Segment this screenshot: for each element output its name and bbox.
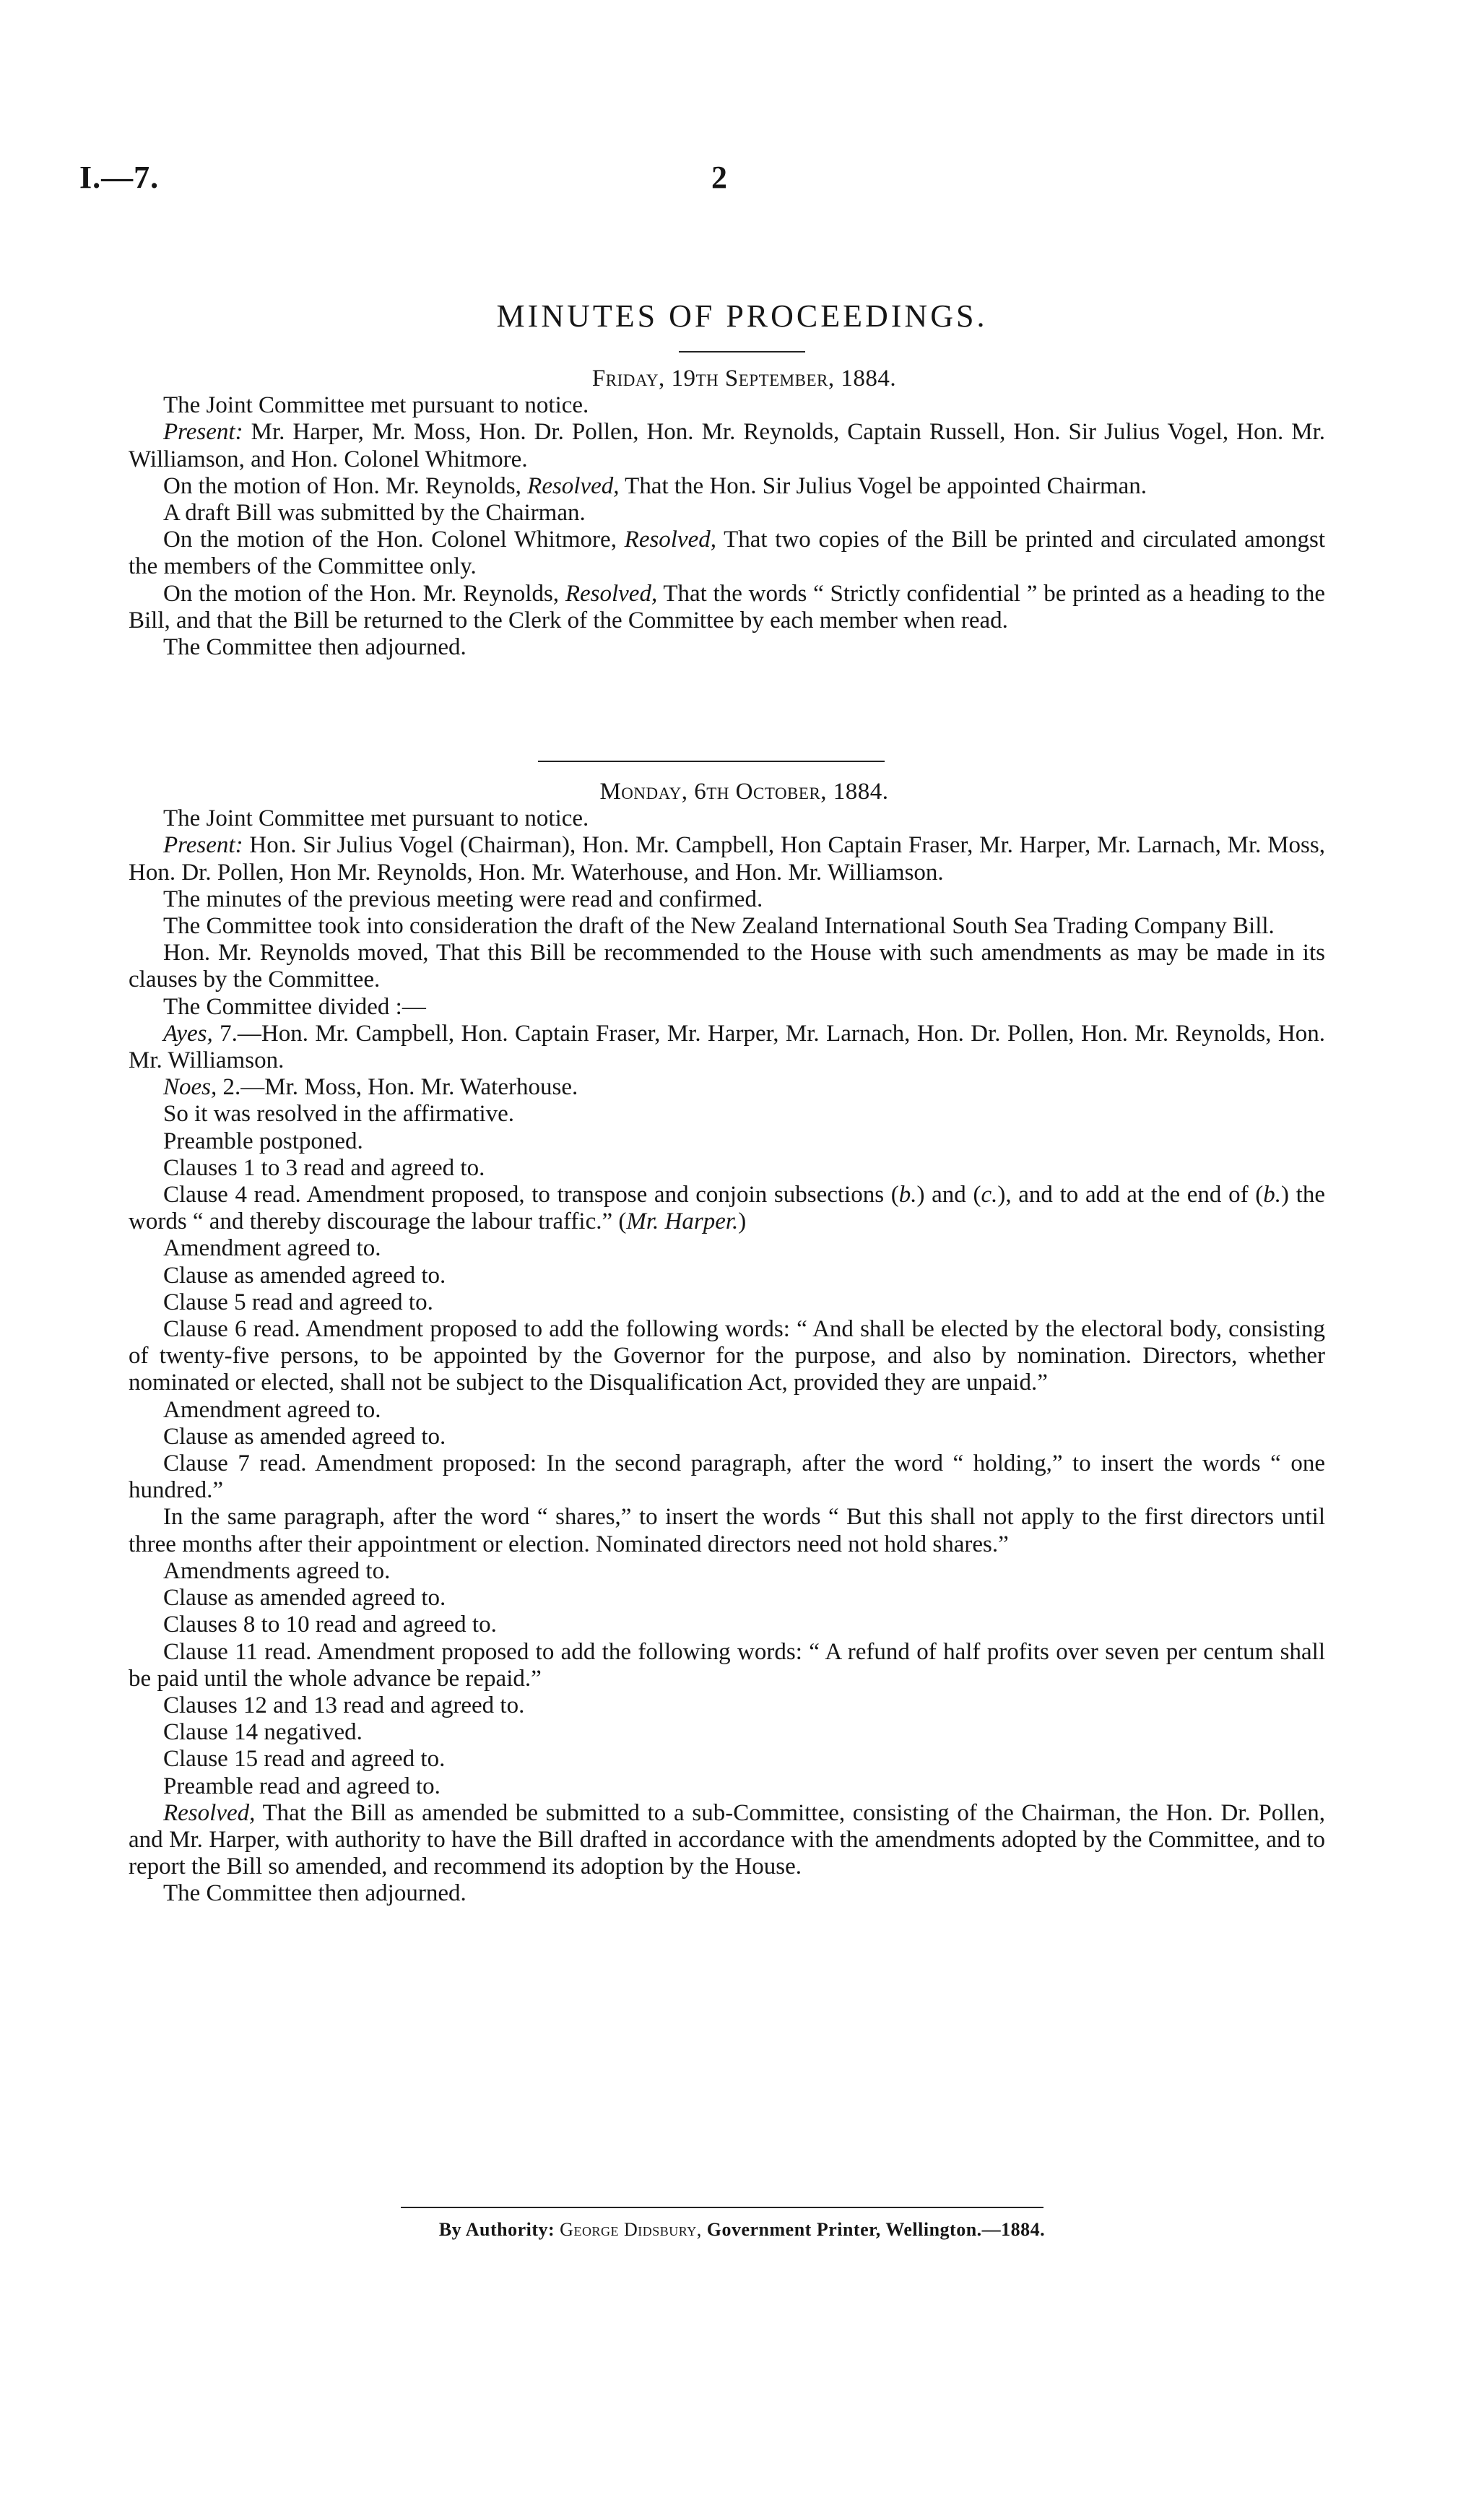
paragraph: The Committee divided :—: [163, 993, 426, 1020]
subsection-label: c.: [981, 1182, 998, 1208]
page-number: 2: [711, 160, 727, 195]
mover-name: Mr. Harper.: [626, 1208, 739, 1235]
paragraph: The Committee then adjourned.: [163, 1880, 467, 1907]
imprint-label: By Authority:: [438, 2219, 560, 2240]
paragraph: The minutes of the previous meeting were read and confirmed.: [163, 886, 763, 912]
noes-label: Noes,: [163, 1074, 217, 1101]
clause-text: Clause 4 read. Amendment proposed, to transpose and conjoin subsections (: [163, 1182, 899, 1208]
paragraph: Clause 6 read. Amendment proposed to add the following words: “ And shall be elected by the electoral body, consisting of twenty-five persons, to be appointed by the Governor for the purpose, and also by nomination. Directors, whether nominated or elected, shall not be subject to the Disqualification Act, provided they are unpaid.”: [129, 1316, 1325, 1396]
clause-4-paragraph: [129, 1182, 1325, 1235]
ayes-list: 7.—Hon. Mr. Campbell, Hon. Captain Fraser, Mr. Harper, Mr. Larnach, Hon. Dr. Pollen, Hon. Mr. Reynolds, Hon. Mr. Williamson.: [129, 1020, 1325, 1074]
attendance-paragraph: [129, 832, 1325, 886]
resolved-label: Resolved,: [624, 527, 717, 553]
present-label: Present:: [163, 419, 243, 446]
meeting-date: Friday, 19th September, 1884.: [591, 366, 897, 392]
motion-text: That the words “ Strictly confidential ” be printed as a heading to the Bill, and that the Bill be returned to the Clerk of the Committee by each member when read.: [129, 580, 1325, 633]
clause-text: ), and to add at the end of (: [997, 1182, 1264, 1208]
ayes-label: Ayes,: [163, 1020, 213, 1047]
title-rule: [679, 351, 805, 352]
paper-reference: I.—7.: [79, 160, 160, 195]
paragraph: Clause as amended agreed to.: [163, 1585, 446, 1612]
paragraph: In the same paragraph, after the word “ shares,” to insert the words “ But this shall not apply to the first directors until three months after their appointment or election. Nominated directors need not hold shares.”: [129, 1504, 1325, 1557]
printer-name: George Didsbury,: [560, 2219, 702, 2240]
resolution-text: That the Bill as amended be submitted to a sub-Committee, consisting of the Chairman, the Hon. Dr. Pollen, and Mr. Harper, with authority to have the Bill drafted in accordance with the amendments adopted by the Committee, and to report the Bill so amended, and recommend its adoption by the House.: [129, 1799, 1325, 1880]
meeting-friday: [129, 366, 1325, 661]
motion-text: That the Hon. Sir Julius Vogel be appointed Chairman.: [619, 472, 1147, 499]
attendance-paragraph: [129, 419, 1325, 472]
paragraph: Clause as amended agreed to.: [163, 1423, 446, 1450]
motion-text: That two copies of the Bill be printed and circulated amongst the members of the Committee only.: [129, 527, 1325, 580]
motion-text: On the motion of the Hon. Mr. Reynolds,: [163, 580, 565, 607]
subsection-label: b.: [898, 1182, 917, 1208]
clause-text: ): [738, 1208, 747, 1235]
paragraph: Clauses 8 to 10 read and agreed to.: [163, 1612, 497, 1638]
paragraph: Clauses 1 to 3 read and agreed to.: [163, 1154, 485, 1181]
motion-paragraph: [129, 527, 1325, 580]
footer-rule: [401, 2207, 1043, 2208]
noes-list: 2.—Mr. Moss, Hon. Mr. Waterhouse.: [217, 1074, 578, 1101]
paragraph: The Joint Committee met pursuant to notice.: [163, 805, 589, 832]
paragraph: Amendment agreed to.: [163, 1396, 381, 1423]
resolved-label: Resolved,: [163, 1799, 256, 1826]
motion-text: On the motion of the Hon. Colonel Whitmore,: [163, 527, 625, 553]
resolved-label: Resolved,: [527, 472, 620, 499]
meeting-monday: [129, 779, 1325, 1908]
attendance-list: Hon. Sir Julius Vogel (Chairman), Hon. Mr. Campbell, Hon Captain Fraser, Mr. Harper, Mr. Larnach, Mr. Moss, Hon. Dr. Pollen, Hon Mr. Reynolds, Hon. Mr. Waterhouse, and Hon. Mr. Williamson.: [129, 832, 1325, 886]
subsection-label: b.: [1263, 1182, 1281, 1208]
page-title: MINUTES OF PROCEEDINGS.: [496, 298, 988, 334]
meeting-date: Monday, 6th October, 1884.: [599, 779, 889, 805]
clause-text: ) the words “ and thereby discourage the labour traffic.” (: [129, 1182, 1325, 1235]
imprint-text: Government Printer, Wellington.—1884.: [701, 2219, 1046, 2240]
paragraph: The Joint Committee met pursuant to notice.: [163, 392, 589, 419]
paragraph: Amendment agreed to.: [163, 1235, 381, 1262]
paragraph: Clause 11 read. Amendment proposed to add the following words: “ A refund of half profits over seven per centum shall be paid until the whole advance be repaid.”: [129, 1638, 1325, 1692]
paragraph: Preamble postponed.: [163, 1128, 363, 1154]
paragraph: So it was resolved in the affirmative.: [163, 1101, 515, 1128]
paragraph: Hon. Mr. Reynolds moved, That this Bill be recommended to the House with such amendments as may be made in its clauses by the Committee.: [129, 940, 1325, 993]
attendance-list: Mr. Harper, Mr. Moss, Hon. Dr. Pollen, Hon. Mr. Reynolds, Captain Russell, Hon. Sir Julius Vogel, Hon. Mr. Williamson, and Hon. Colonel Whitmore.: [129, 419, 1325, 472]
paragraph: Clause 5 read and agreed to.: [163, 1289, 433, 1315]
paragraph: A draft Bill was submitted by the Chairman.: [163, 500, 586, 527]
motion-paragraph: [129, 473, 1325, 500]
paragraph: Clauses 12 and 13 read and agreed to.: [163, 1692, 525, 1718]
paragraph: Clause as amended agreed to.: [163, 1262, 446, 1289]
paragraph: The Committee took into consideration the draft of the New Zealand International South Sea Trading Company Bill.: [163, 913, 1275, 940]
motion-text: On the motion of Hon. Mr. Reynolds,: [163, 472, 528, 499]
printer-imprint: [0, 2219, 1484, 2241]
resolved-label: Resolved,: [565, 580, 658, 607]
noes-paragraph: [129, 1074, 1325, 1101]
ayes-paragraph: [129, 1021, 1325, 1074]
paragraph: The Committee then adjourned.: [163, 634, 467, 661]
paragraph: Clause 7 read. Amendment proposed: In the second paragraph, after the word “ holding,” to insert the words “ one hundred.”: [129, 1450, 1325, 1504]
paragraph: Clause 15 read and agreed to.: [163, 1746, 446, 1773]
paragraph: Preamble read and agreed to.: [163, 1773, 441, 1799]
clause-text: ) and (: [916, 1182, 981, 1208]
present-label: Present:: [163, 832, 243, 859]
resolution-paragraph: [129, 1800, 1325, 1881]
paragraph: Clause 14 negatived.: [163, 1719, 363, 1746]
section-rule: [538, 761, 885, 762]
motion-paragraph: [129, 581, 1325, 634]
paragraph: Amendments agreed to.: [163, 1557, 391, 1584]
